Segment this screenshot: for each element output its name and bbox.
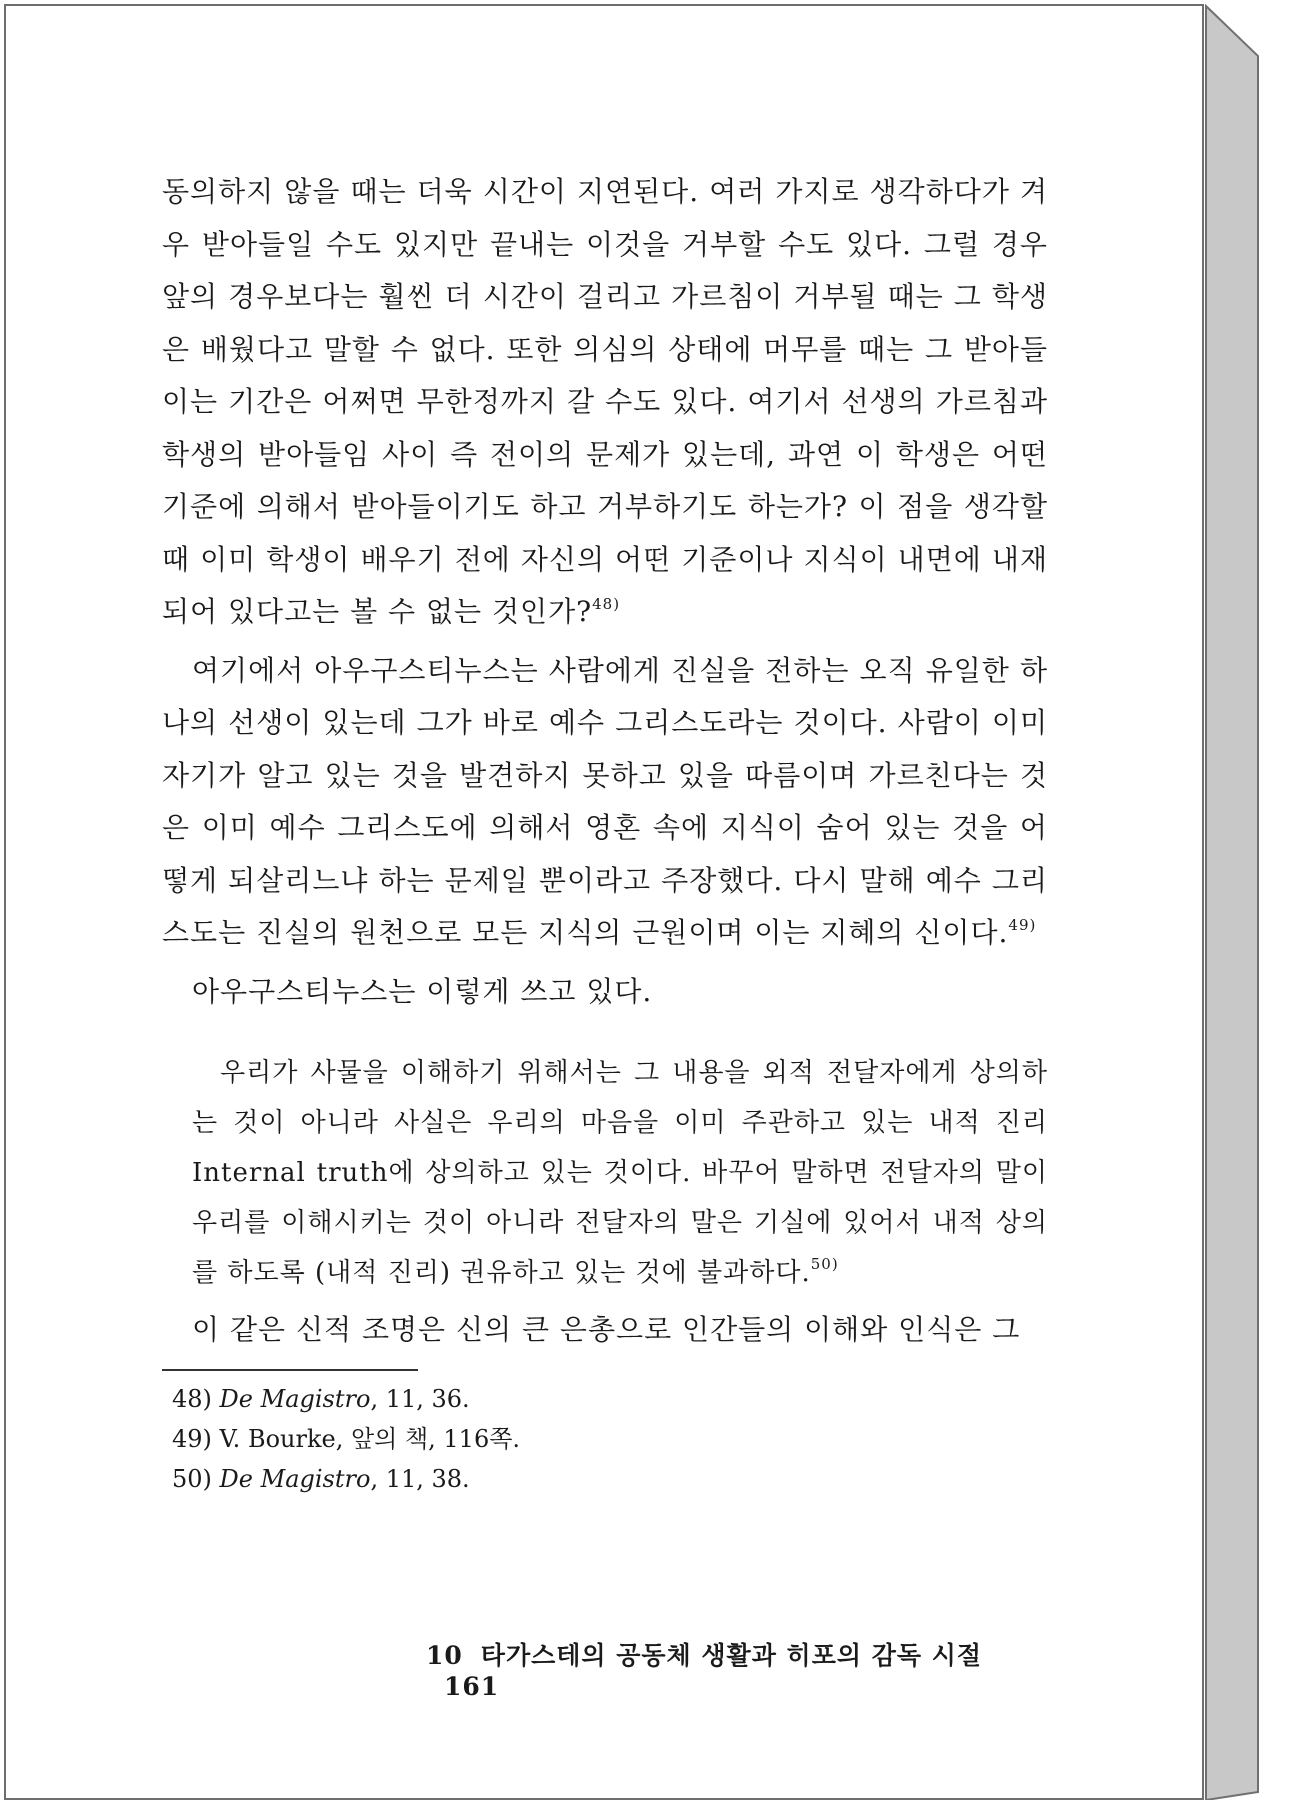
footnote-ref-49: 49)	[1008, 916, 1037, 934]
footnote-divider	[162, 1369, 418, 1371]
block-quote	[192, 1048, 1048, 1298]
book-edge	[1204, 4, 1300, 1800]
footnote-text: , 11, 36.	[370, 1384, 470, 1413]
footnote-49	[162, 1419, 1048, 1459]
footnote-title: De Magistro	[219, 1464, 371, 1493]
paragraph-1	[162, 166, 1048, 639]
page-body	[162, 166, 1048, 1499]
paragraph-1-text: 동의하지 않을 때는 더욱 시간이 지연된다. 여러 가지로 생각하다가 겨우 받아들일 수도 있지만 끝내는 이것을 거부할 수도 있다. 그럴 경우 앞의 경우보다는 훨씬 더 시간이 걸리고 가르침이 거부될 때는 그 학생은 배웠다고 말할 수 없다. 또한 의심의 상태에 머무를 때는 그 받아들이는 기간은 어쩌면 무한정까지 갈 수도 있다. 여기서 선생의 가르침과 학생의 받아들임 사이 즉 전이의 문제가 있는데, 과연 이 학생은 어떤 기준에 의해서 받아들이기도 하고 거부하기도 하는가? 이 점을 생각할 때 이미 학생이 배우기 전에 자신의 어떤 기준이나 지식이 내면에 내재되어 있다고는 볼 수 없는 것인가?	[162, 175, 1048, 628]
block-quote-text: 우리가 사물을 이해하기 위해서는 그 내용을 외적 전달자에게 상의하는 것이 아니라 사실은 우리의 마음을 이미 주관하고 있는 내적 진리 Internal truth에 상의하고 있는 것이다. 바꾸어 말하면 전달자의 말이 우리를 이해시키는 것이 아니라 전달자의 말은 기실에 있어서 내적 상의를 하도록 (내적 진리) 권유하고 있는 것에 불과하다.	[192, 1058, 1048, 1288]
footnotes	[162, 1379, 1048, 1499]
chapter-number: 10	[426, 1641, 463, 1670]
footnote-title: De Magistro	[219, 1384, 371, 1413]
paragraph-3	[162, 966, 1048, 1019]
footnote-number: 50)	[172, 1464, 212, 1493]
footnote-50	[162, 1459, 1048, 1499]
page-number: 161	[444, 1672, 500, 1701]
footnote-text: , 11, 38.	[370, 1464, 470, 1493]
paragraph-2-text: 여기에서 아우구스티누스는 사람에게 진실을 전하는 오직 유일한 하나의 선생이 있는데 그가 바로 예수 그리스도라는 것이다. 사람이 이미 자기가 알고 있는 것을 발견하지 못하고 있을 따름이며 가르친다는 것은 이미 예수 그리스도에 의해서 영혼 속에 지식이 숨어 있는 것을 어떻게 되살리느냐 하는 문제일 뿐이라고 주장했다. 다시 말해 예수 그리스도는 진실의 원천으로 모든 지식의 근원이며 이는 지혜의 신이다.	[162, 653, 1048, 949]
book-edge-shape	[1204, 4, 1300, 1800]
paragraph-3-text: 아우구스티누스는 이렇게 쓰고 있다.	[192, 974, 653, 1008]
footnote-text: V. Bourke, 앞의 책, 116쪽.	[219, 1424, 521, 1453]
footnote-number: 49)	[172, 1424, 212, 1453]
footnote-48	[162, 1379, 1048, 1419]
running-footer	[426, 1636, 1046, 1701]
chapter-title: 타가스테의 공동체 생활과 히포의 감독 시절	[480, 1641, 983, 1670]
footnote-ref-48: 48)	[592, 595, 621, 613]
footnote-ref-50: 50)	[810, 1255, 839, 1273]
book-page	[4, 4, 1204, 1800]
footnote-number: 48)	[172, 1384, 212, 1413]
paragraph-4	[162, 1304, 1048, 1357]
paragraph-4-text: 이 같은 신적 조명은 신의 큰 은총으로 인간들의 이해와 인식은 그	[192, 1313, 1021, 1346]
paragraph-2	[162, 645, 1048, 960]
